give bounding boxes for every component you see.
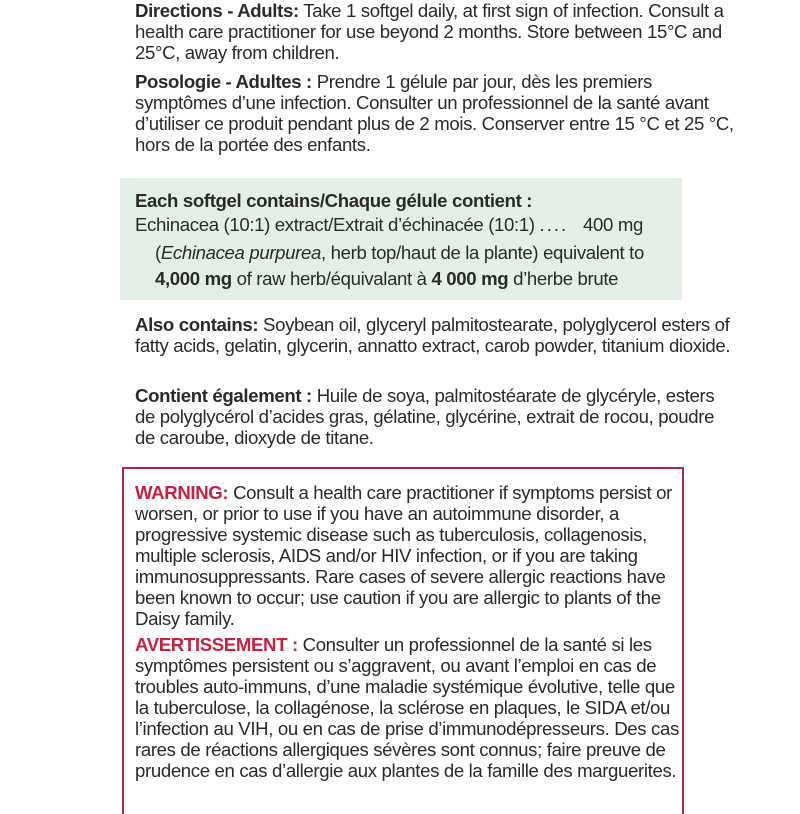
contents-heading — [135, 190, 735, 211]
ingredient-line — [135, 214, 735, 235]
also-contains-french-text: Huile de soya, palmitostéarate de glycéryle, esters de polyglycérol d’acides gras, gélatine, glycérine, extrait de rocou, poudre de caroube, dioxyde de titane. — [135, 385, 715, 448]
equivalent-en-amount: 4,000 mg — [155, 268, 232, 289]
source-latin-name: Echinacea purpurea — [160, 242, 321, 263]
ingredient-source — [155, 242, 715, 263]
directions-english — [135, 0, 735, 63]
directions-french-label: Posologie - Adultes : — [135, 71, 312, 92]
also-contains-english-text: Soybean oil, glyceryl palmitostearate, polyglycerol esters of fatty acids, gelatin, glycerin, annatto extract, carob powder, titanium dioxide. — [135, 314, 731, 356]
also-contains-english-label: Also contains: — [135, 314, 259, 335]
directions-english-text: Take 1 softgel daily, at first sign of infection. Consult a health care practitioner for use beyond 2 months. Store between 15°C and 25°C, away from children. — [135, 0, 724, 63]
contents-heading-text: Each softgel contains/Chaque gélule contient : — [135, 190, 533, 211]
also-contains-french — [135, 385, 735, 448]
warning-french-label: AVERTISSEMENT : — [135, 634, 298, 655]
equivalent-fr-amount: 4 000 mg — [431, 268, 509, 289]
equivalent-mid: of raw herb/équivalant à — [231, 268, 432, 289]
warning-french-text: Consulter un professionnel de la santé si les symptômes persistent ou s’aggravent, ou avant l’emploi en cas de troubles auto-immuns, d’une maladie systémique évolutive, telle que la tuberculose, la collagénose, la sclérose en plaques, le SIDA et/ou l’infection au VIH, ou en cas de prise d’immunodépresseurs. Des cas rares de réactions allergiques sévères sont connus; faire preuve de prudence en cas d’allergie aux plantes de la famille des marguerites. — [135, 634, 679, 781]
ingredient-equivalent — [155, 268, 715, 289]
ingredient-dots: .... — [539, 214, 569, 235]
directions-french-text: Prendre 1 gélule par jour, dès les premiers symptômes d’une infection. Consulter un professionnel de la santé avant d’utiliser ce produit pendant plus de 2 mois. Conserver entre 15 °C et 25 °C, hors de la portée des enfants. — [135, 71, 734, 155]
warning-french — [135, 634, 680, 781]
equivalent-end: d’herbe brute — [508, 268, 619, 289]
warning-english-label: WARNING: — [135, 482, 229, 503]
warning-english — [135, 482, 680, 629]
source-rest: , herb top/haut de la plante) equivalent to — [320, 242, 644, 263]
source-open: ( — [155, 242, 161, 263]
ingredient-amount: 400 mg — [583, 214, 643, 235]
also-contains-french-label: Contient également : — [135, 385, 312, 406]
directions-english-label: Directions - Adults: — [135, 0, 299, 21]
directions-french — [135, 71, 735, 155]
ingredient-name: Echinacea (10:1) extract/Extrait d’échinacée (10:1) — [135, 214, 535, 235]
also-contains-english — [135, 314, 735, 356]
warning-english-text: Consult a health care practitioner if symptoms persist or worsen, or prior to use if you have an autoimmune disorder, a progressive systemic disease such as tuberculosis, collagenosis, multiple sclerosis, AIDS and/or HIV infection, or if you are taking immunosuppressants. Rare cases of severe allergic reactions have been known to occur; use caution if you are allergic to plants of the Daisy family. — [135, 482, 672, 629]
